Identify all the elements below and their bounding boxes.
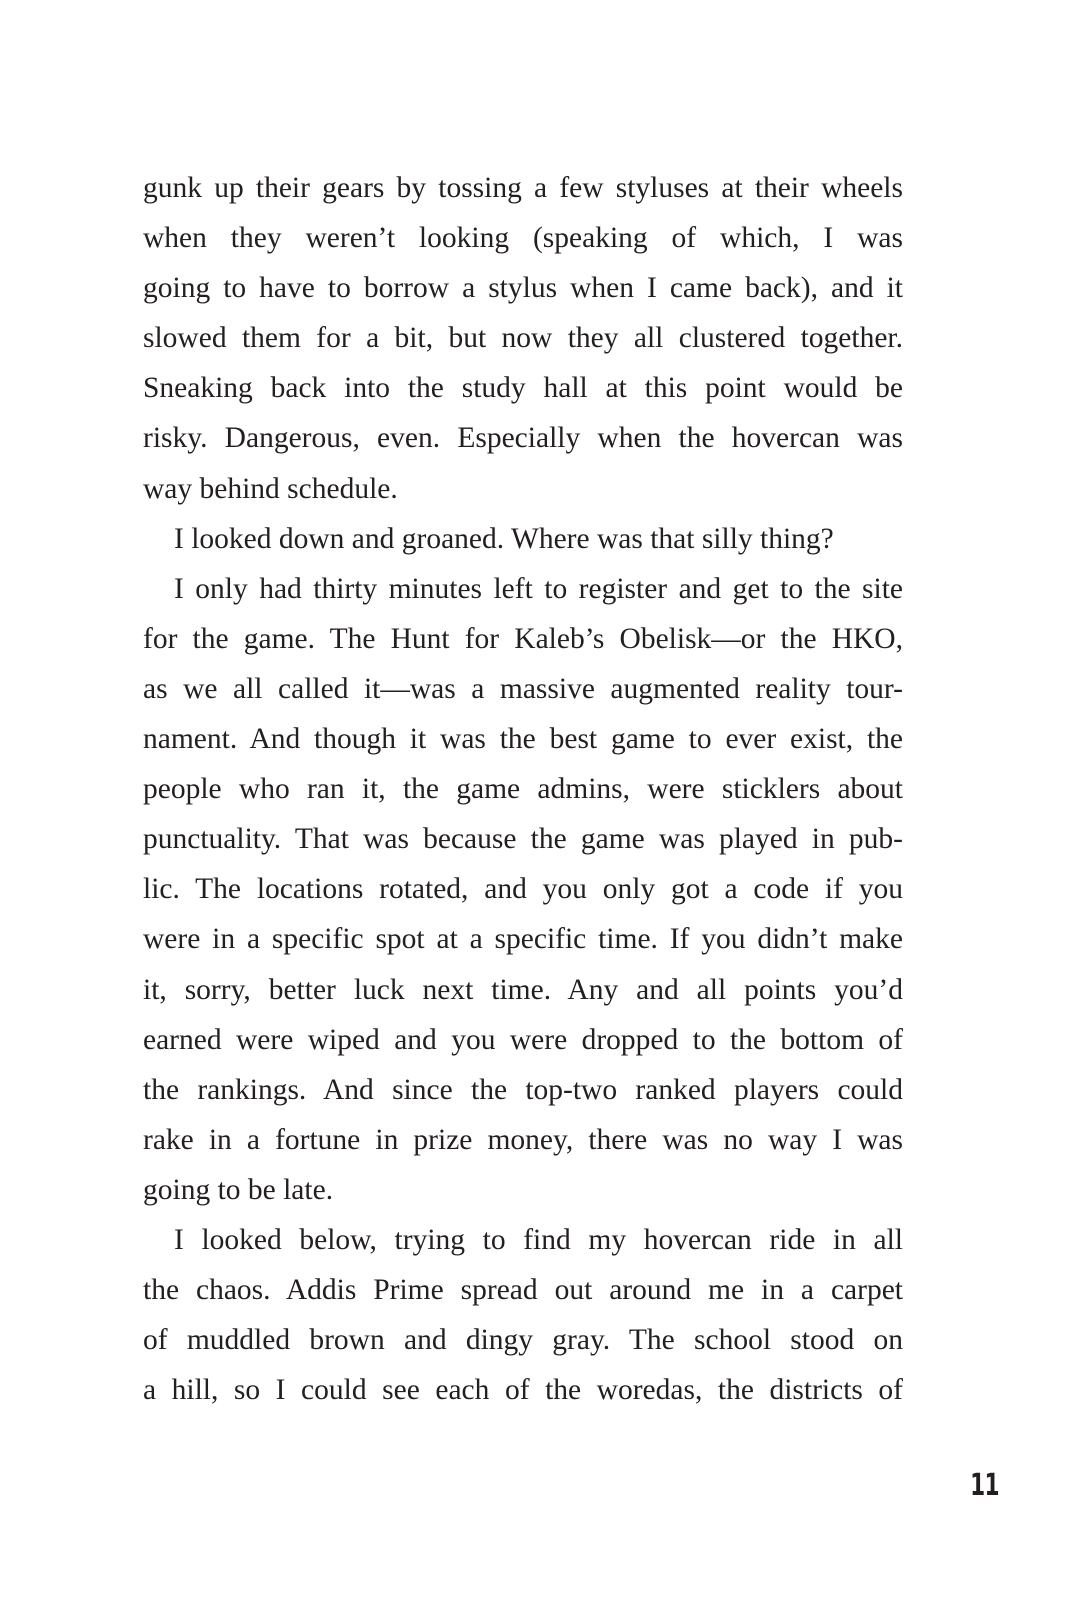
text-line: rake in a fortune in prize money, there was no way I was [143,1123,903,1156]
text-line: I only had thirty minutes left to register and get to the site [174,572,903,605]
text-line: when they weren’t looking (speaking of which, I was [143,222,903,255]
body-text [143,163,903,1415]
text-line: I looked below, trying to find my hovercan ride in all [174,1223,903,1256]
text-line: punctuality. That was because the game was played in pub- [143,823,903,856]
page-number: 11 [970,1468,999,1503]
text-line: nament. And though it was the best game to ever exist, the [143,723,903,756]
text-line: risky. Dangerous, even. Especially when the hovercan was [143,422,903,455]
text-line: it, sorry, better luck next time. Any and all points you’d [143,973,903,1006]
text-line: Sneaking back into the study hall at this point would be [143,372,903,405]
text-line: slowed them for a bit, but now they all clustered together. [143,322,903,355]
text-line: of muddled brown and dingy gray. The school stood on [143,1324,903,1357]
text-line: way behind schedule. [143,472,398,505]
text-line: for the game. The Hunt for Kaleb’s Obelisk—or the HKO, [143,622,903,655]
text-line: I looked down and groaned. Where was that silly thing? [174,522,834,555]
text-line: a hill, so I could see each of the woredas, the districts of [143,1374,903,1407]
text-line: the rankings. And since the top-two ranked players could [143,1073,903,1106]
text-line: people who ran it, the game admins, were sticklers about [143,773,903,806]
text-line: as we all called it—was a massive augmented reality tour- [143,672,903,705]
text-line: the chaos. Addis Prime spread out around me in a carpet [143,1274,903,1307]
text-line: gunk up their gears by tossing a few styluses at their wheels [143,172,903,204]
text-line: going to have to borrow a stylus when I came back), and it [143,272,903,305]
text-line: earned were wiped and you were dropped to the bottom of [143,1023,903,1056]
text-line: lic. The locations rotated, and you only got a code if you [143,873,903,906]
text-line: going to be late. [143,1173,334,1206]
text-line: were in a specific spot at a specific time. If you didn’t make [143,923,903,956]
